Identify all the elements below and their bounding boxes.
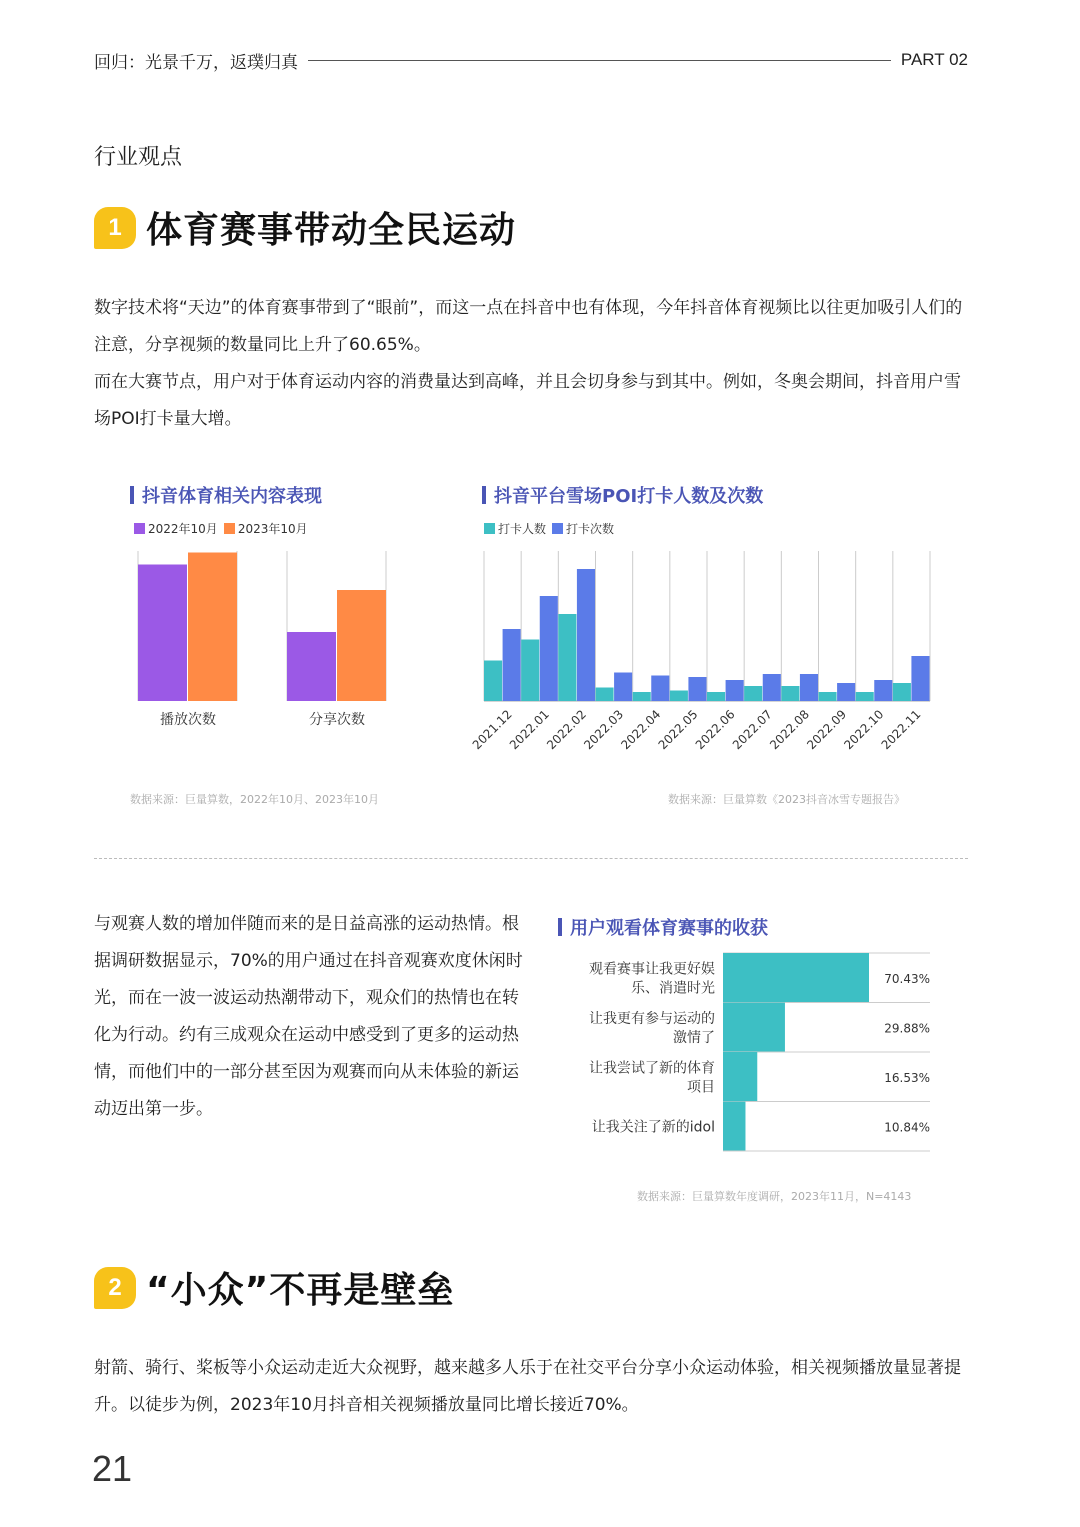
legend-swatch	[224, 523, 235, 534]
bar	[540, 596, 558, 701]
x-tick-label: 2022.11	[878, 707, 924, 753]
heading-2	[94, 1262, 454, 1313]
chart3-title-text: 用户观看体育赛事的收获	[570, 918, 768, 939]
chart-title-marker	[558, 918, 562, 936]
bar	[670, 691, 688, 702]
bar	[781, 686, 799, 701]
x-tick-label: 2022.02	[544, 707, 590, 753]
heading-number-badge: 2	[94, 1267, 136, 1309]
x-tick-label: 2021.12	[470, 707, 515, 753]
category-label: 观看赛事让我更好娱	[589, 961, 715, 978]
bar	[874, 680, 892, 701]
chart3-source: 数据来源：巨量算数年度调研，2023年11月，N=4143	[637, 1190, 912, 1203]
legend-item	[134, 520, 218, 537]
section-label: 行业观点	[94, 145, 183, 170]
bar	[651, 676, 669, 702]
chart1-title-text: 抖音体育相关内容表现	[142, 486, 322, 507]
legend-item	[224, 520, 308, 537]
bar	[633, 692, 651, 701]
chart2-svg	[470, 545, 950, 765]
paragraph-2: 与观赛人数的增加伴随而来的是日益高涨的运动热情。根据调研数据显示，70%的用户通过在抖音观赛欢度休闲时光，而在一波一波运动热潮带动下，观众们的热情也在转化为行动。约有三成观众在运动中感受到了更多的运动热情，而他们中的一部分甚至因为观赛而向从未体验的新运动迈出第一步。	[94, 914, 523, 1119]
bar	[484, 661, 502, 702]
bar	[614, 673, 632, 702]
legend-label: 2023年10月	[237, 522, 308, 536]
bar	[893, 683, 911, 701]
heading-number-badge: 1	[94, 207, 136, 249]
chart2-title-text: 抖音平台雪场POI打卡人数及次数	[494, 486, 764, 507]
chart2-title	[482, 482, 763, 508]
page-header	[94, 46, 968, 74]
bar	[856, 692, 874, 701]
bar	[744, 686, 762, 701]
value-label: 16.53%	[884, 1070, 930, 1085]
value-label: 10.84%	[884, 1120, 930, 1135]
category-label: 让我关注了新的idol	[591, 1119, 715, 1136]
bar	[911, 656, 929, 701]
category-label: 激情了	[673, 1029, 715, 1046]
chart1-source: 数据来源：巨量算数，2022年10月、2023年10月	[130, 793, 379, 806]
legend-item	[552, 520, 614, 537]
section-divider	[94, 858, 968, 859]
legend-swatch	[484, 523, 495, 534]
bar	[188, 553, 237, 702]
legend-label: 2022年10月	[148, 522, 218, 536]
heading-title: 体育赛事带动全民运动	[146, 210, 517, 251]
bar	[503, 629, 521, 701]
paragraph-line: 数字技术将“天边”的体育赛事带到了“眼前”，而这一点在抖音中也有体现，今年抖音体育视频比以往更加吸引人们的注意，分享视频的数量同比上升了60.65%。	[94, 298, 963, 355]
bar	[337, 590, 386, 701]
bar	[723, 1003, 785, 1053]
bar	[723, 1102, 745, 1152]
bar	[577, 569, 595, 701]
chart3-svg	[560, 950, 940, 1155]
x-tick-label: 分享次数	[309, 712, 365, 728]
x-tick-label: 2022.07	[729, 707, 775, 753]
chart3-title	[558, 914, 768, 940]
header-rule	[308, 60, 891, 61]
chart-title-marker	[130, 486, 134, 504]
bar	[596, 688, 614, 702]
heading-title: “小众”不再是壁垒	[146, 1270, 455, 1311]
bar	[819, 692, 837, 701]
chart-title-marker	[482, 486, 486, 504]
paragraph-1	[94, 290, 974, 438]
x-tick-label: 2022.04	[618, 707, 664, 753]
legend-swatch	[134, 523, 145, 534]
page-number: 21	[92, 1448, 133, 1489]
paragraph-3: 射箭、骑行、桨板等小众运动走近大众视野，越来越多人乐于在社交平台分享小众运动体验，相关视频播放量显著提升。以徒步为例，2023年10月抖音相关视频播放量同比增长接近70%。	[94, 1358, 961, 1415]
header-part: PART 02	[900, 50, 968, 69]
paragraph-line: 而在大赛节点，用户对于体育运动内容的消费量达到高峰，并且会切身参与到其中。例如，冬奥会期间，抖音用户雪场POI打卡量大增。	[94, 372, 961, 429]
legend-swatch	[552, 523, 563, 534]
bar	[521, 640, 539, 702]
header-title: 回归：光景千万，返璞归真	[94, 52, 298, 73]
bar	[723, 953, 869, 1003]
x-tick-label: 2022.01	[506, 707, 552, 753]
category-label: 乐、消遣时光	[631, 980, 715, 997]
legend-item	[484, 520, 546, 537]
bar	[763, 674, 781, 701]
bar	[707, 692, 725, 701]
legend-label: 打卡次数	[566, 522, 615, 536]
chart2-legend	[484, 520, 620, 537]
bar	[138, 565, 187, 702]
heading-1	[94, 202, 516, 253]
bar	[837, 683, 855, 701]
x-tick-label: 2022.05	[655, 707, 701, 753]
value-label: 70.43%	[884, 971, 930, 986]
category-label: 项目	[687, 1079, 715, 1096]
category-label: 让我更有参与运动的	[589, 1010, 715, 1027]
x-tick-label: 2022.09	[804, 707, 850, 753]
chart1-title	[130, 482, 322, 508]
x-tick-label: 2022.03	[581, 707, 627, 753]
bar	[723, 1052, 757, 1102]
bar	[287, 632, 336, 701]
chart2-source: 数据来源：巨量算数《2023抖音冰雪专题报告》	[668, 793, 905, 806]
x-tick-label: 2022.06	[692, 707, 738, 753]
x-tick-label: 2022.08	[767, 707, 813, 753]
category-label: 让我尝试了新的体育	[589, 1060, 715, 1077]
chart1-legend	[134, 520, 314, 537]
bar	[688, 677, 706, 701]
x-tick-label: 2022.10	[841, 707, 887, 753]
value-label: 29.88%	[884, 1021, 930, 1036]
chart1-svg	[120, 545, 410, 745]
bar	[558, 614, 576, 701]
legend-label: 打卡人数	[498, 522, 547, 536]
bar	[800, 674, 818, 701]
bar	[726, 680, 744, 701]
x-tick-label: 播放次数	[160, 712, 216, 728]
